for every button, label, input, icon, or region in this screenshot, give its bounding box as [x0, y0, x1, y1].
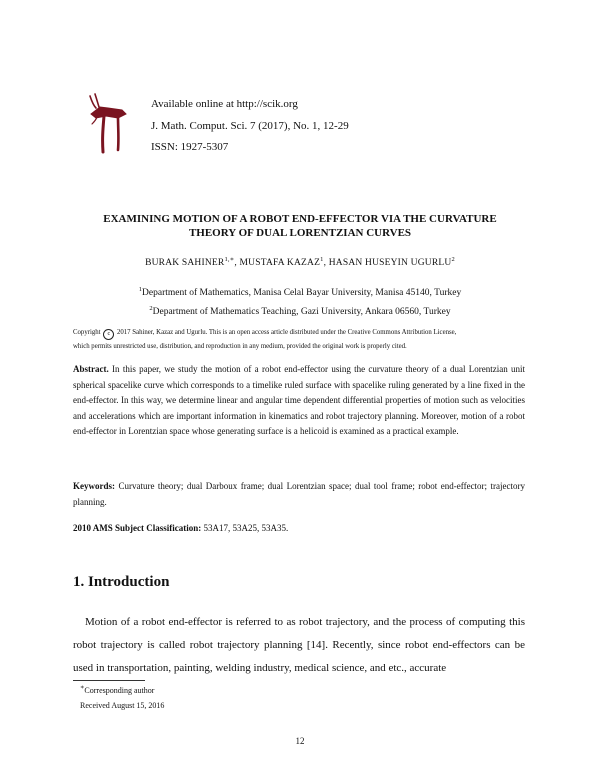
copyright-label: Copyright: [73, 329, 101, 336]
copyright-line-2: which permits unrestricted use, distribution, and reproduction in any medium, provided the original work is properly cited.: [73, 343, 407, 350]
subject-classification: [73, 523, 525, 533]
author-3: , HASAN HUSEYIN UGURLU: [323, 258, 452, 268]
affiliation-1-text: Department of Mathematics, Manisa Celal Bayar University, Manisa 45140, Turkey: [142, 288, 462, 298]
author-2: , MUSTAFA KAZAZ: [234, 258, 321, 268]
affiliation-2: [60, 305, 540, 317]
copyright-line-1: 2017 Sahiner, Kazaz and Ugurlu. This is an open access article distributed under the Creative Commons Attribution License,: [116, 329, 457, 336]
page-number: 12: [295, 736, 305, 746]
paper-title: [60, 212, 540, 240]
affiliation-1-sup: 1: [138, 286, 143, 293]
keywords-text: Curvature theory; dual Darboux frame; dual Lorentzian space; dual tool frame; robot end-effector; trajectory planning.: [73, 481, 525, 507]
author-2-sup: 1: [320, 256, 324, 263]
keywords: [73, 479, 525, 510]
title-line-1: EXAMINING MOTION OF A ROBOT END-EFFECTOR VIA THE CURVATURE: [103, 213, 497, 225]
keywords-label: Keywords:: [73, 481, 115, 491]
title-line-2: THEORY OF DUAL LORENTZIAN CURVES: [188, 227, 412, 239]
journal-logo-icon: [82, 92, 130, 156]
copyright-symbol-icon: c: [103, 329, 114, 340]
copyright-notice: [73, 326, 533, 353]
introduction-paragraph: [73, 611, 525, 680]
footnote-corresponding-text: Corresponding author: [84, 686, 155, 695]
msc-label: 2010 AMS Subject Classification:: [73, 523, 202, 533]
affiliation-2-sup: 2: [149, 305, 153, 312]
affiliation-1: [60, 286, 540, 298]
footnote-sup: ∗: [80, 684, 85, 691]
issn-line: ISSN: 1927-5307: [151, 141, 229, 153]
author-1-sup: 1,∗: [224, 256, 235, 263]
msc-text: 53A17, 53A25, 53A35.: [203, 523, 289, 533]
abstract-label: Abstract.: [73, 364, 109, 374]
author-list: [60, 255, 540, 268]
introduction-text: Motion of a robot end-effector is referred to as robot trajectory, and the process of computing this robot trajectory is called robot trajectory planning [14]. Recently, since robot end-effectors can be used in transportation, painting, welding industry, medical science, and etc., accurate: [73, 616, 525, 674]
author-1: BURAK SAHINER: [145, 258, 225, 268]
author-3-sup: 2: [451, 256, 455, 263]
footnote-received: Received August 15, 2016: [80, 701, 165, 710]
footnote-corresponding: [80, 683, 154, 695]
footnote-rule: [73, 680, 145, 681]
abstract-text: In this paper, we study the motion of a robot end-effector using the curvature theory of a dual Lorentzian unit spherical spacelike curve which corresponds to a timelike ruled surface with spacelike ruling generated by a line fixed in the end-effector. In this way, we determine linear and angular time dependent differential properties of motion such as velocities and accelerations which are important information in kinematics and robot trajectory planning. Moreover, motion of a robot end-effector in Lorentzian space whose generating surface is a helicoid is examined as a practical example.: [73, 364, 526, 437]
abstract: [73, 362, 525, 440]
section-heading: 1. Introduction: [73, 574, 170, 590]
availability-line: Available online at http://scik.org: [151, 98, 298, 110]
affiliation-2-text: Department of Mathematics Teaching, Gazi University, Ankara 06560, Turkey: [152, 307, 451, 317]
journal-citation: J. Math. Comput. Sci. 7 (2017), No. 1, 12-29: [151, 120, 349, 132]
